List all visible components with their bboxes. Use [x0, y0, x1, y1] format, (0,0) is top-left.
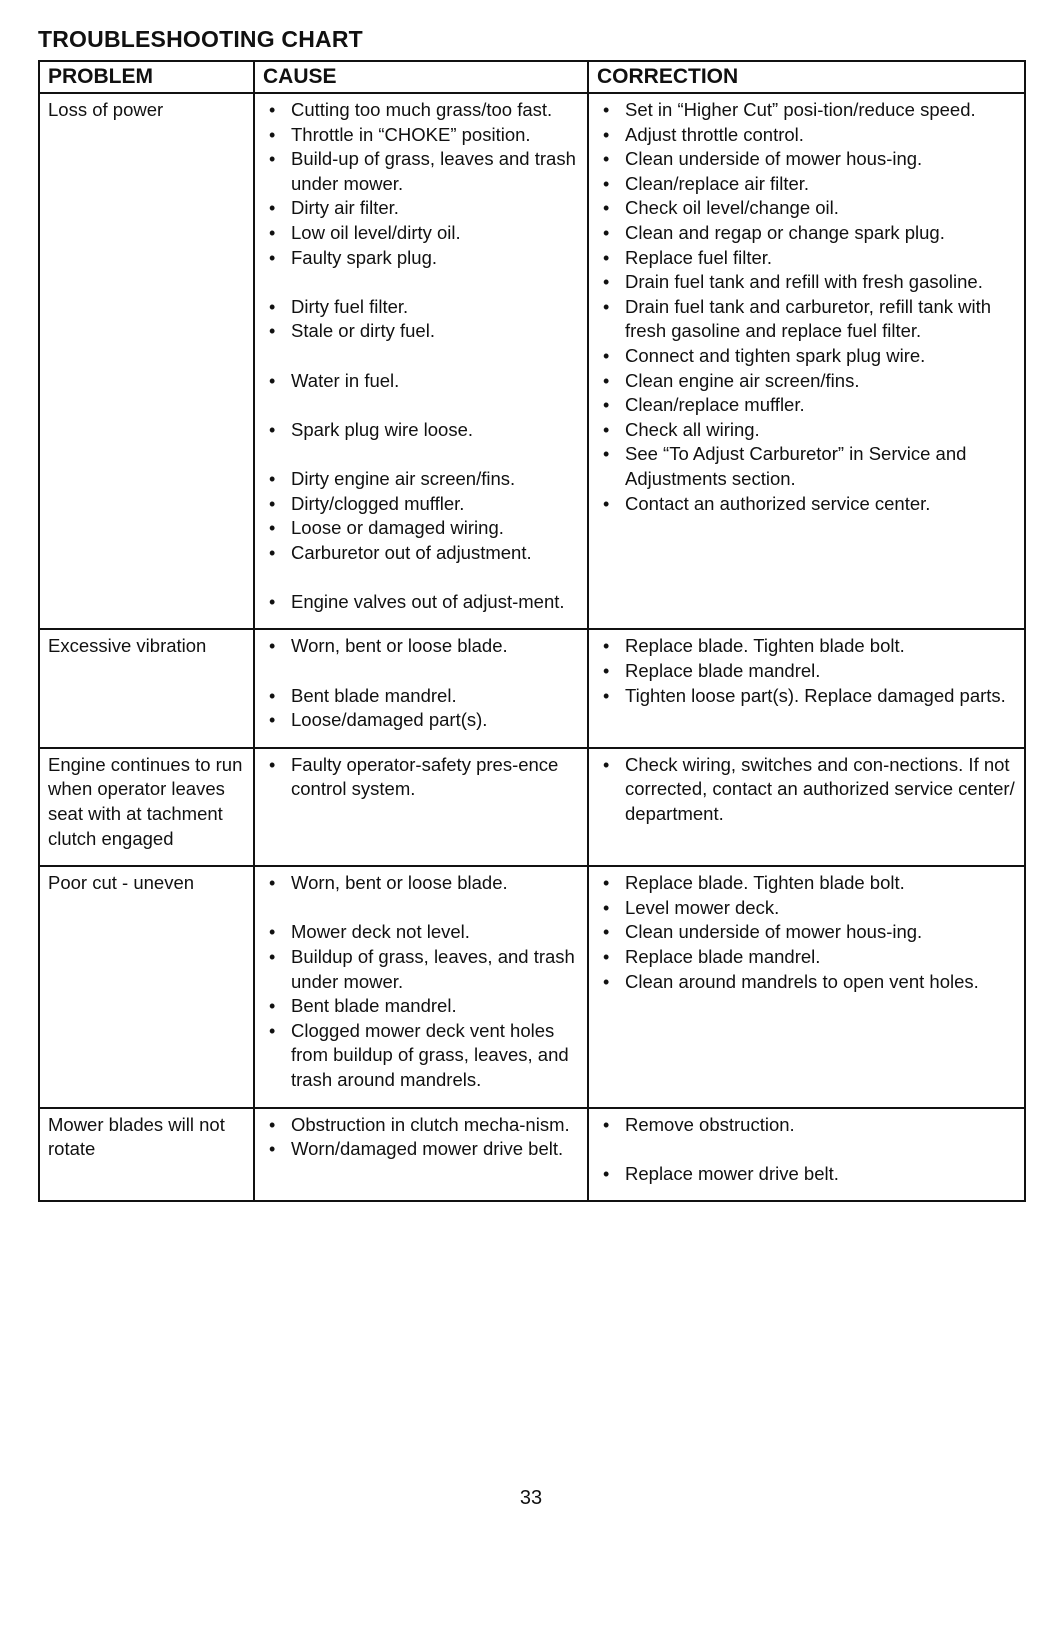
correction-item: • Replace fuel filter. [597, 246, 1016, 271]
header-problem: PROBLEM [39, 61, 254, 93]
correction-list [597, 634, 1016, 708]
correction-list [597, 98, 1016, 516]
cause-cell [254, 1108, 588, 1202]
correction-item: • Clean/replace air filter. [597, 172, 1016, 197]
cause-item: • Worn, bent or loose blade. [263, 871, 579, 896]
cause-item: • Obstruction in clutch mecha-nism. [263, 1113, 579, 1138]
cause-cell [254, 866, 588, 1107]
table-body [39, 93, 1025, 1201]
cause-list [263, 753, 579, 802]
cause-item: • Cutting too much grass/too fast. [263, 98, 579, 123]
cause-item: • Mower deck not level. [263, 920, 579, 945]
cause-list [263, 1113, 579, 1162]
cause-item: • Carburetor out of adjustment. [263, 541, 579, 566]
cause-cell [254, 93, 588, 629]
cause-item: • Bent blade mandrel. [263, 684, 579, 709]
cause-item: • Low oil level/dirty oil. [263, 221, 579, 246]
page-number: 33 [519, 1487, 543, 1509]
table-row [39, 748, 1025, 866]
cause-item: • Loose or damaged wiring. [263, 516, 579, 541]
correction-item: • Contact an authorized service center. [597, 492, 1016, 517]
correction-list [597, 871, 1016, 994]
correction-item: • Replace blade mandrel. [597, 659, 1016, 684]
correction-cell [588, 866, 1025, 1107]
table-row [39, 93, 1025, 629]
cause-item: • Throttle in “CHOKE” position. [263, 123, 579, 148]
correction-item: • Adjust throttle control. [597, 123, 1016, 148]
correction-item: • Drain fuel tank and refill with fresh gasoline. [597, 270, 1016, 295]
cause-item: • Faulty spark plug. [263, 246, 579, 271]
correction-item: • Clean underside of mower hous-ing. [597, 147, 1016, 172]
cause-item: • Stale or dirty fuel. [263, 319, 579, 344]
cause-list [263, 634, 579, 732]
correction-item: • Remove obstruction. [597, 1113, 1016, 1138]
cause-item: • Water in fuel. [263, 369, 579, 394]
cause-item: • Faulty operator-safety pres-ence control system. [263, 753, 579, 802]
problem-cell: Poor cut - uneven [39, 866, 254, 1107]
correction-cell [588, 748, 1025, 866]
cause-item: • Dirty/clogged muffler. [263, 492, 579, 517]
correction-item: • Check wiring, switches and con-nections. If not corrected, contact an authorized service center/ department. [597, 753, 1016, 827]
cause-item: • Loose/damaged part(s). [263, 708, 579, 733]
cause-item: • Spark plug wire loose. [263, 418, 579, 443]
cause-item: • Dirty fuel filter. [263, 295, 579, 320]
correction-item: • Clean around mandrels to open vent holes. [597, 970, 1016, 995]
table-row [39, 1108, 1025, 1202]
correction-item: • Check oil level/change oil. [597, 196, 1016, 221]
correction-item: • Clean underside of mower hous-ing. [597, 920, 1016, 945]
problem-cell: Loss of power [39, 93, 254, 629]
cause-item: • Dirty air filter. [263, 196, 579, 221]
correction-item: • Check all wiring. [597, 418, 1016, 443]
correction-item: • Replace mower drive belt. [597, 1162, 1016, 1187]
cause-list [263, 98, 579, 614]
troubleshooting-table [38, 60, 1026, 1202]
problem-cell: Excessive vibration [39, 629, 254, 747]
cause-item: • Build-up of grass, leaves and trash under mower. [263, 147, 579, 196]
cause-item: • Bent blade mandrel. [263, 994, 579, 1019]
correction-item: • Connect and tighten spark plug wire. [597, 344, 1016, 369]
correction-item: • Replace blade. Tighten blade bolt. [597, 871, 1016, 896]
correction-cell [588, 93, 1025, 629]
correction-item: • Clean and regap or change spark plug. [597, 221, 1016, 246]
correction-list [597, 1113, 1016, 1187]
problem-cell: Mower blades will not rotate [39, 1108, 254, 1202]
page-title: TROUBLESHOOTING CHART [38, 26, 363, 52]
table-header-row [39, 61, 1025, 93]
cause-item: • Buildup of grass, leaves, and trash under mower. [263, 945, 579, 994]
header-correction: CORRECTION [588, 61, 1025, 93]
table-row [39, 866, 1025, 1107]
cause-cell [254, 748, 588, 866]
correction-item: • Replace blade. Tighten blade bolt. [597, 634, 1016, 659]
correction-item: • Tighten loose part(s). Replace damaged parts. [597, 684, 1016, 709]
correction-item: • Replace blade mandrel. [597, 945, 1016, 970]
cause-cell [254, 629, 588, 747]
cause-item: • Dirty engine air screen/fins. [263, 467, 579, 492]
correction-item: • Drain fuel tank and carburetor, refill tank with fresh gasoline and replace fuel filter. [597, 295, 1016, 344]
header-cause: CAUSE [254, 61, 588, 93]
problem-cell: Engine continues to run when operator leaves seat with at tachment clutch engaged [39, 748, 254, 866]
correction-item: • Level mower deck. [597, 896, 1016, 921]
cause-item: • Clogged mower deck vent holes from buildup of grass, leaves, and trash around mandrels. [263, 1019, 579, 1093]
cause-item: • Worn/damaged mower drive belt. [263, 1137, 579, 1162]
cause-list [263, 871, 579, 1092]
correction-item: • Set in “Higher Cut” posi-tion/reduce speed. [597, 98, 1016, 123]
correction-cell [588, 629, 1025, 747]
correction-cell [588, 1108, 1025, 1202]
correction-item: • See “To Adjust Carburetor” in Service and Adjustments section. [597, 442, 1016, 491]
correction-item: • Clean/replace muffler. [597, 393, 1016, 418]
correction-item: • Clean engine air screen/fins. [597, 369, 1016, 394]
table-row [39, 629, 1025, 747]
cause-item: • Worn, bent or loose blade. [263, 634, 579, 659]
correction-list [597, 753, 1016, 827]
cause-item: • Engine valves out of adjust-ment. [263, 590, 579, 615]
